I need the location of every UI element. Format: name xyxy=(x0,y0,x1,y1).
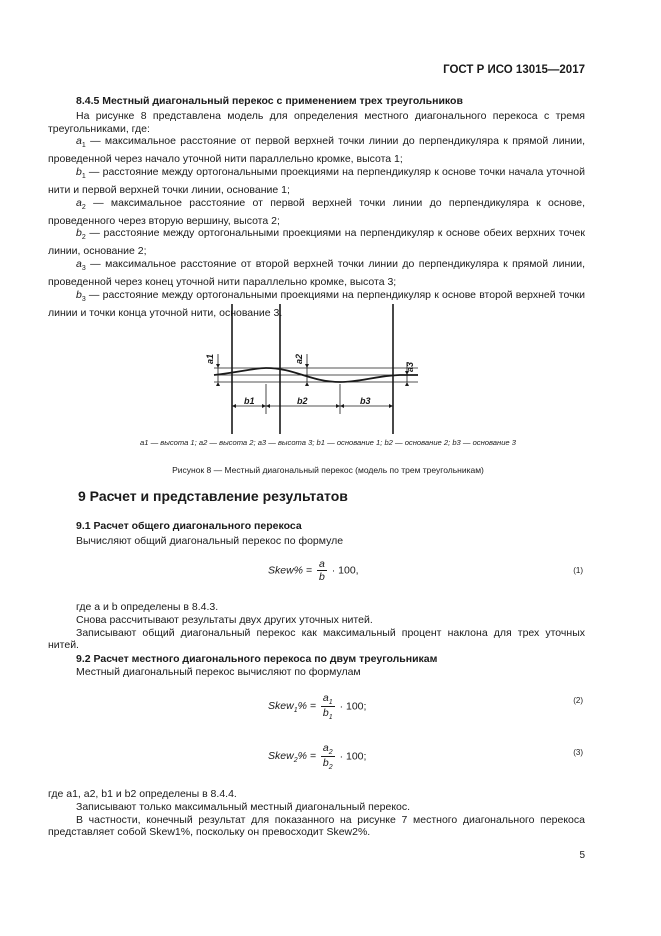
definition-item: $b_2$ — расстояние между ортогональными проекциями на перпендикуляр к основе обеих верхних точек линии, основание 2; xyxy=(48,227,585,258)
label-b3: b3 xyxy=(360,396,371,406)
formula-lhs: Skew$_2$% = xyxy=(268,750,316,765)
equation-number: (1) xyxy=(573,566,583,575)
formula-2 xyxy=(268,692,366,721)
formula-lhs: Skew$_1$% = xyxy=(268,700,316,715)
section-heading: 8.4.5 Местный диагональный перекос с применением трех треугольников xyxy=(76,95,463,107)
paragraph: Записывают только максимальный местный диагональный перекос. xyxy=(76,800,411,813)
section-8-4-5 xyxy=(48,95,585,320)
numerator: a xyxy=(318,558,325,570)
paragraph: На рисунке 8 представлена модель для определения местного диагонального перекоса с тремя треугольниками, где: xyxy=(48,109,585,135)
figure-caption: Рисунок 8 — Местный диагональный перекос (модель по трем треугольникам) xyxy=(172,465,484,475)
formula-lhs: Skew% = xyxy=(268,564,313,577)
section-9-1 xyxy=(48,520,585,548)
definitions-list xyxy=(48,135,585,319)
denominator: $b_1$ xyxy=(322,707,333,722)
label-a2: a2 xyxy=(294,353,304,364)
denominator: $b_2$ xyxy=(322,757,333,772)
paragraph: В частности, конечный результат для показанного на рисунке 7 местного диагонального перекоса представляет собой Skew1%, поскольку он превосходит Skew2%. xyxy=(48,813,585,839)
numerator: $a_2$ xyxy=(322,742,333,757)
formula-3 xyxy=(268,742,366,771)
paragraph: Записывают общий диагональный перекос как максимальный процент наклона для трех уточных нитей. xyxy=(48,626,585,652)
numerator: $a_1$ xyxy=(322,692,333,707)
section-9-1-cont xyxy=(48,601,585,679)
denominator: b xyxy=(318,571,325,583)
label-b2: b2 xyxy=(297,396,308,406)
section-9-2-cont xyxy=(48,788,585,839)
formula-rhs: · 100; xyxy=(339,750,367,763)
skew-figure xyxy=(200,302,430,436)
formula-1 xyxy=(268,558,359,583)
equation-number: (2) xyxy=(573,696,583,705)
definition-item: $b_3$ — расстояние между ортогональными проекциями на перпендикуляр к основе второй верхней точки линии и точки конца уточной нити, основание 3. xyxy=(48,288,585,319)
paragraph: где a и b определены в 8.4.3. xyxy=(76,601,219,613)
section-heading: 9.2 Расчет местного диагонального перекоса по двум треугольникам xyxy=(76,653,438,666)
formula-rhs: · 100; xyxy=(339,700,367,713)
paragraph: где a1, a2, b1 и b2 определены в 8.4.4. xyxy=(48,788,237,800)
definition-item: $a_3$ — максимальное расстояние от второй верхней точки линии до перпендикуляра к прямой линии, проведенной через конец уточной нити параллельно кромке, высота 3; xyxy=(48,258,585,289)
label-b1: b1 xyxy=(244,396,255,406)
section-9-heading: 9 Расчет и представление результатов xyxy=(78,488,348,504)
equation-number: (3) xyxy=(573,748,583,757)
paragraph: Вычисляют общий диагональный перекос по формуле xyxy=(76,534,344,547)
fraction xyxy=(321,742,335,771)
paragraph: Местный диагональный перекос вычисляют по формулам xyxy=(76,665,361,678)
fraction xyxy=(317,558,327,583)
formula-rhs: · 100, xyxy=(331,564,359,577)
definition-item: $b_1$ — расстояние между ортогональными проекциями на перпендикуляр к основе точки начала уточной нити и первой верхней точки линии, основание 1; xyxy=(48,166,585,196)
standard-number: ГОСТ Р ИСО 13015—2017 xyxy=(443,64,585,76)
section-heading: 9.1 Расчет общего диагонального перекоса xyxy=(76,520,302,532)
label-a1: a1 xyxy=(205,353,215,364)
definition-item: $a_1$ — максимальное расстояние от первой верхней точки линии до перпендикуляра к прямой линии, проведенной через начало уточной нити параллельно кромке, высота 1; xyxy=(48,135,585,166)
fraction xyxy=(321,692,335,721)
page-number: 5 xyxy=(579,850,585,861)
label-a3: a3 xyxy=(405,361,415,372)
figure-legend: a1 — высота 1; a2 — высота 2; a3 — высота 3; b1 — основание 1; b2 — основание 2; b3 — основание 3 xyxy=(140,438,516,447)
definition-item: $a_2$ — максимальное расстояние от первой верхней точки линии до перпендикуляра к основе, проведенного через вторую вершину, высота 2; xyxy=(48,196,585,227)
paragraph: Снова рассчитывают результаты двух других уточных нитей. xyxy=(76,613,373,626)
